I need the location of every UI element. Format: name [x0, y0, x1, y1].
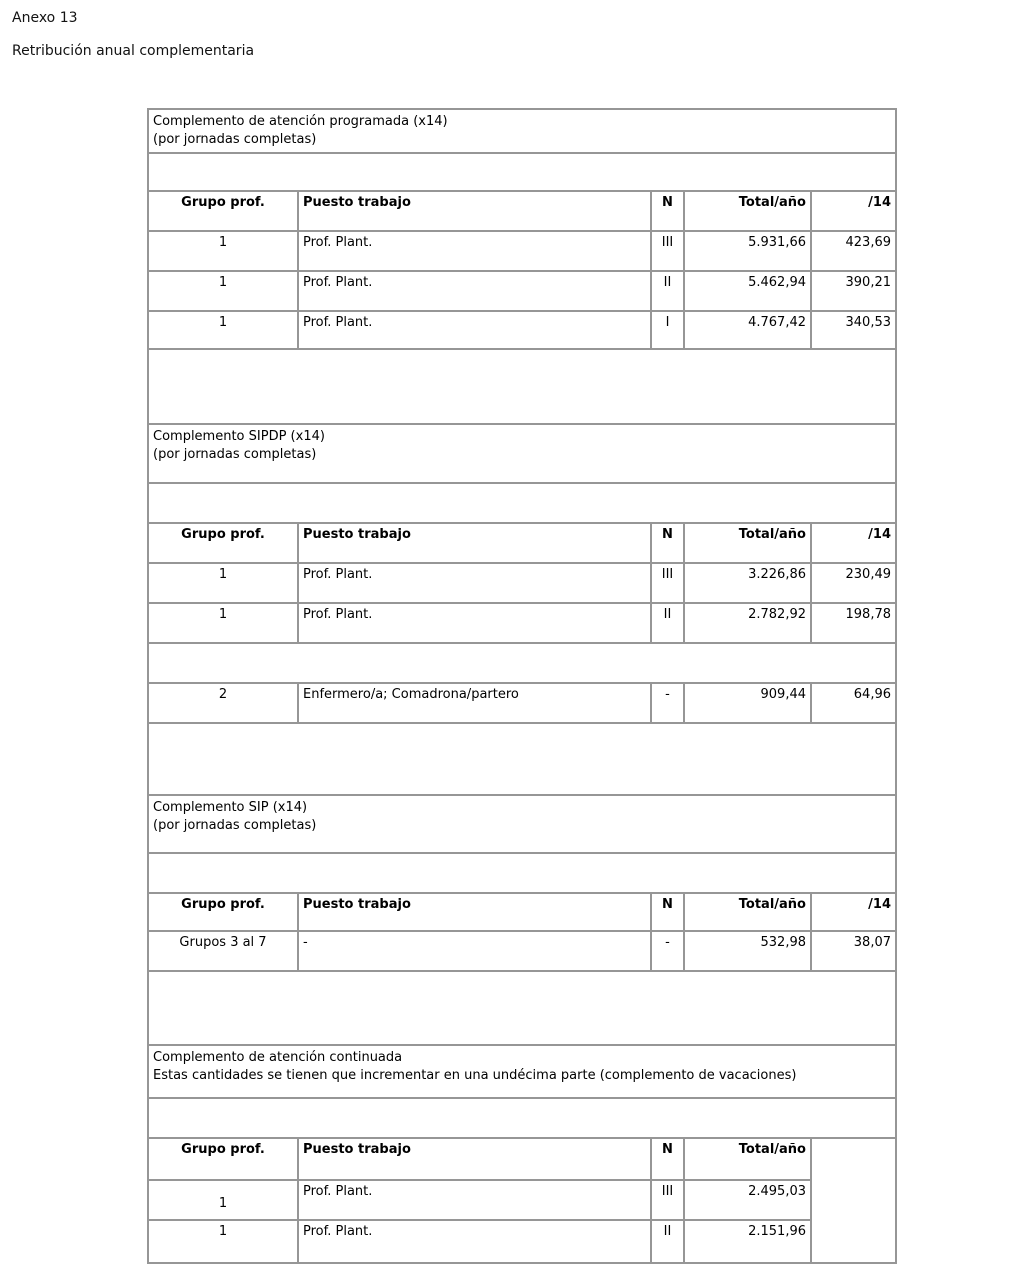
table-row [148, 483, 896, 523]
table-row [148, 109, 896, 153]
table-cell: Grupos 3 al 7 [148, 931, 298, 971]
column-header: /14 [811, 523, 896, 563]
table-cell: - [651, 683, 684, 723]
section-title-line: (por jornadas completas) [153, 447, 317, 462]
table-cell: 2 [148, 683, 298, 723]
table-cell: 390,21 [811, 271, 896, 311]
table-cell: Prof. Plant. [298, 1180, 651, 1220]
table-cell: 2.782,92 [684, 603, 811, 643]
table-cell: Prof. Plant. [298, 231, 651, 271]
table-cell: 340,53 [811, 311, 896, 349]
retribucion-table-body [148, 109, 896, 1263]
column-header: N [651, 523, 684, 563]
table-cell: Prof. Plant. [298, 311, 651, 349]
column-header: Puesto trabajo [298, 893, 651, 931]
table-cell: 5.462,94 [684, 271, 811, 311]
column-header: Total/año [684, 523, 811, 563]
column-header: Puesto trabajo [298, 191, 651, 231]
table-cell: 1 [148, 231, 298, 271]
table-cell: II [651, 603, 684, 643]
table-cell: 198,78 [811, 603, 896, 643]
spacer-cell [148, 723, 896, 795]
table-row [148, 349, 896, 424]
spacer-cell [148, 643, 896, 683]
table-row [148, 683, 896, 723]
table-cell: Prof. Plant. [298, 1220, 651, 1263]
table-cell: 1 [148, 1220, 298, 1263]
section-title-line: (por jornadas completas) [153, 818, 317, 833]
table-row [148, 153, 896, 191]
table-cell: 909,44 [684, 683, 811, 723]
table-cell: 532,98 [684, 931, 811, 971]
column-header: /14 [811, 893, 896, 931]
column-header: Puesto trabajo [298, 523, 651, 563]
table-cell: - [298, 931, 651, 971]
table-row [148, 1138, 896, 1180]
table-cell: II [651, 271, 684, 311]
annex-heading: Anexo 13 [12, 10, 78, 26]
table-row [148, 1220, 896, 1263]
spacer-cell [148, 349, 896, 424]
page-title: Retribución anual complementaria [12, 43, 255, 59]
column-header: N [651, 893, 684, 931]
table-row [148, 231, 896, 271]
column-header: N [651, 191, 684, 231]
table-cell: 38,07 [811, 931, 896, 971]
section-title-line: Complemento de atención programada (x14) [153, 114, 448, 129]
table-row [148, 563, 896, 603]
column-header: Grupo prof. [148, 893, 298, 931]
section-title-line: Complemento SIP (x14) [153, 800, 308, 815]
table-cell: 1 [148, 271, 298, 311]
table-cell: III [651, 1180, 684, 1220]
column-header: N [651, 1138, 684, 1180]
column-header: Total/año [684, 191, 811, 231]
table-cell: 2.151,96 [684, 1220, 811, 1263]
table-row [148, 795, 896, 853]
table-cell: 64,96 [811, 683, 896, 723]
section-title-line: Complemento de atención continuada [153, 1050, 403, 1065]
table-cell: Enfermero/a; Comadrona/partero [298, 683, 651, 723]
spacer-cell [148, 971, 896, 1045]
spacer-cell [148, 483, 896, 523]
table-cell: III [651, 563, 684, 603]
column-header: Total/año [684, 893, 811, 931]
section-title [148, 1045, 896, 1098]
section-title-line: (por jornadas completas) [153, 132, 317, 147]
table-row [148, 723, 896, 795]
table-cell: Prof. Plant. [298, 603, 651, 643]
table-row [148, 893, 896, 931]
section-title-line: Complemento SIPDP (x14) [153, 429, 325, 444]
table-cell: 230,49 [811, 563, 896, 603]
table-row [148, 523, 896, 563]
table-cell: II [651, 1220, 684, 1263]
section-title [148, 109, 896, 153]
table-cell: 2.495,03 [684, 1180, 811, 1220]
column-header: Puesto trabajo [298, 1138, 651, 1180]
spacer-cell [148, 853, 896, 893]
table-cell: I [651, 311, 684, 349]
table-cell: Prof. Plant. [298, 563, 651, 603]
column-header: Grupo prof. [148, 191, 298, 231]
column-header: Grupo prof. [148, 523, 298, 563]
spacer-cell [148, 153, 896, 191]
table-cell: Prof. Plant. [298, 271, 651, 311]
empty-column-cell [811, 1138, 896, 1263]
spacer-cell [148, 1098, 896, 1138]
table-cell: 423,69 [811, 231, 896, 271]
table-cell: 5.931,66 [684, 231, 811, 271]
section-title-line: Estas cantidades se tienen que incrementar en una undécima parte (complemento de vacaciones) [153, 1068, 797, 1083]
table-cell: 1 [148, 603, 298, 643]
table-row [148, 1045, 896, 1098]
table-row [148, 191, 896, 231]
table-row [148, 424, 896, 483]
table-cell: 1 [148, 311, 298, 349]
retribucion-table [147, 108, 897, 1264]
table-row [148, 853, 896, 893]
table-row [148, 603, 896, 643]
table-cell: 1 [148, 1180, 298, 1220]
table-row [148, 643, 896, 683]
table-row [148, 1098, 896, 1138]
section-title [148, 795, 896, 853]
column-header: Grupo prof. [148, 1138, 298, 1180]
table-cell: 4.767,42 [684, 311, 811, 349]
table-row [148, 311, 896, 349]
table-cell: 3.226,86 [684, 563, 811, 603]
section-title [148, 424, 896, 483]
table-row [148, 1180, 896, 1220]
table-cell: 1 [148, 563, 298, 603]
table-row [148, 971, 896, 1045]
table-row [148, 271, 896, 311]
table-cell: - [651, 931, 684, 971]
table-row [148, 931, 896, 971]
column-header: /14 [811, 191, 896, 231]
column-header: Total/año [684, 1138, 811, 1180]
table-cell: III [651, 231, 684, 271]
